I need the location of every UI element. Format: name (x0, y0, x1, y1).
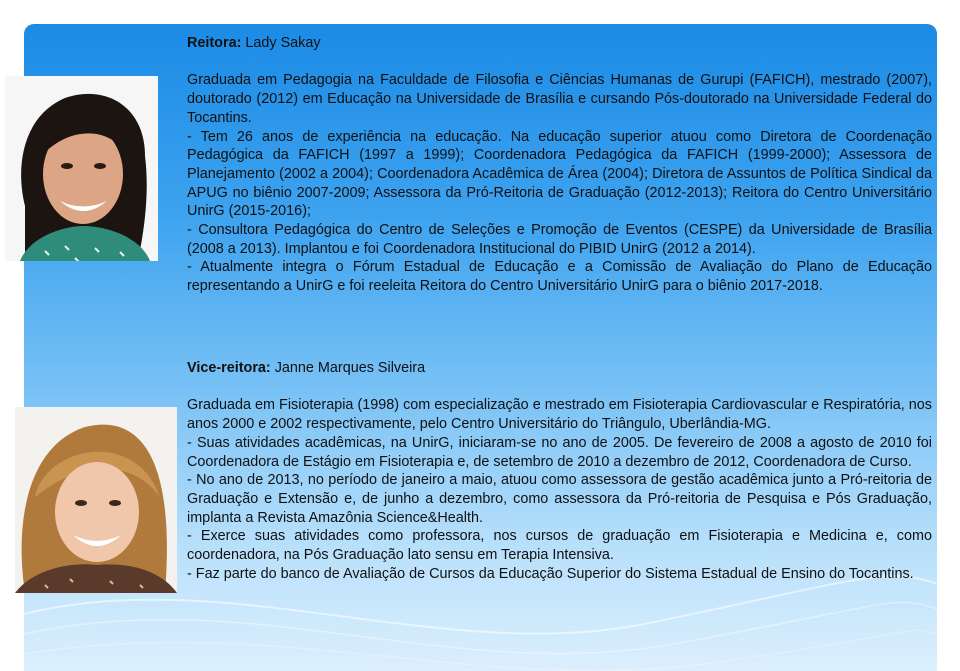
reitora-heading (187, 34, 932, 53)
reitora-name: Lady Sakay (245, 35, 321, 51)
reitora-paragraph: Graduada em Pedagogia na Faculdade de Filosofia e Ciências Humanas de Gurupi (FAFICH), mestrado (2007), doutorado (2012) em Educação na Universidade de Brasília e cursando Pós-doutorado na Universidade Federal do Tocantins. (187, 72, 932, 126)
vice-reitora-photo (15, 407, 177, 593)
reitora-photo (5, 76, 158, 261)
vice-reitora-paragraph: - Exerce suas atividades como professora, nos cursos de graduação em Fisioterapia e Medicina e, como coordenadora, na Pós Graduação lato sensu em Terapia Intensiva. (187, 528, 932, 564)
reitora-paragraph: - Tem 26 anos de experiência na educação. Na educação superior atuou como Diretora de Coordenação Pedagógica da FAFICH (1997 a 1999); Coordenadora Pedagógica da FAFICH (1999-2000); Assessora de Planejamento (2002 a 2004); Coordenadora Acadêmica de Área (2004); Diretora de Assuntos de Política Sindical da APUG no biênio 2007-2009; Assessora da Pró-Reitoria de Graduação (2012-2013); Reitora do Centro Universitário UnirG (2015-2016); (187, 128, 932, 220)
reitora-paragraph: - Atualmente integra o Fórum Estadual de Educação e a Comissão de Avaliação do Plano de Educação representando a UnirG e foi reeleita Reitora do Centro Universitário UnirG para o biênio 2017-2018. (187, 259, 932, 295)
vice-reitora-role: Vice-reitora: (187, 360, 271, 376)
vice-reitora-heading (187, 359, 932, 378)
vice-reitora-paragraph: - Suas atividades acadêmicas, na UnirG, iniciaram-se no ano de 2005. De fevereiro de 2008 a agosto de 2010 foi Coordenadora de Estágio em Fisioterapia e, de setembro de 2010 a dezembro de 2012, Coordenadora de Curso. (187, 434, 932, 470)
reitora-paragraph: - Consultora Pedagógica do Centro de Seleções e Promoção de Eventos (CESPE) da Universidade de Brasília (2008 a 2013). Implantou e foi Coordenadora Institucional do PIBID UnirG (2012 a 2014). (187, 222, 932, 257)
vice-reitora-name: Janne Marques Silveira (274, 360, 426, 376)
vice-reitora-paragraph: - No ano de 2013, no período de janeiro a maio, atuou como assessora de gestão acadêmica junto a Pró-reitoria de Graduação e Extensão e, de junho a dezembro, como assessora da Pró-reitoria de Pesquisa e Pós Graduação, implanta a Revista Amazônia Science&Health. (187, 472, 932, 526)
reitora-role: Reitora: (187, 35, 242, 51)
vice-reitora-paragraph: Graduada em Fisioterapia (1998) com especialização e mestrado em Fisioterapia Cardiovascular e Respiratória, nos anos 2000 e 2002 respectivamente, pelo Centro Universitário do Triângulo, Uberlândia-MG. (187, 397, 932, 433)
reitora-bio (187, 34, 932, 296)
vice-reitora-paragraph: - Faz parte do banco de Avaliação de Cursos da Educação Superior do Sistema Estadual de Ensino do Tocantins. (187, 565, 914, 582)
vice-reitora-bio (187, 359, 932, 583)
